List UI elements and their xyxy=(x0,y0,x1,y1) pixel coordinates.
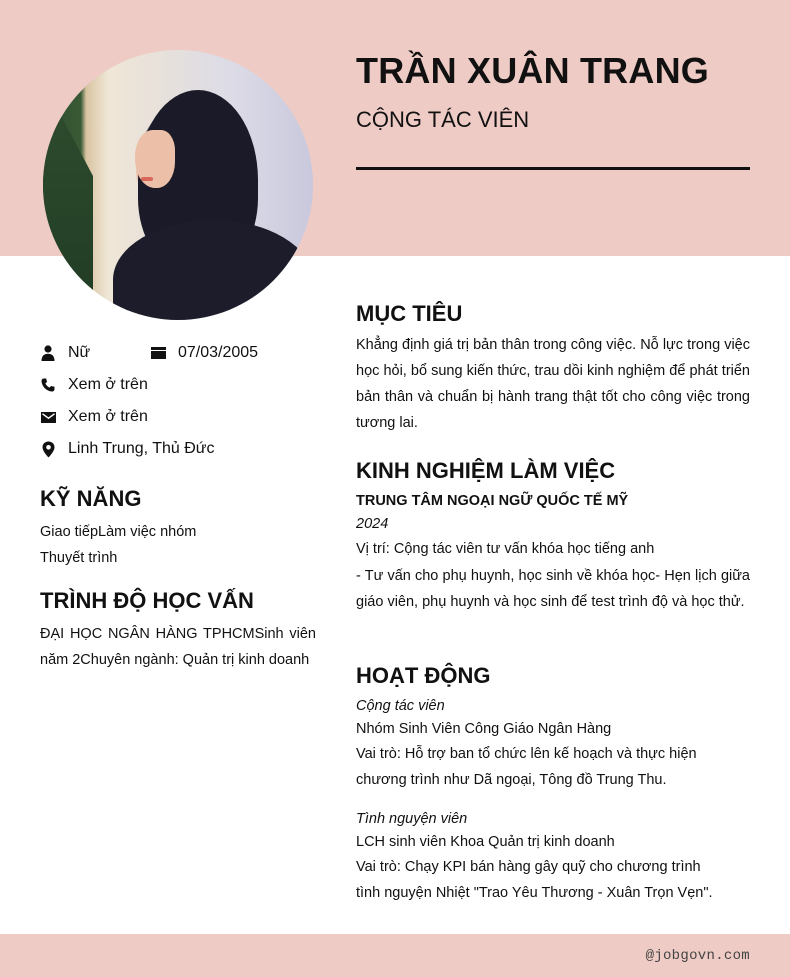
experience-heading: KINH NGHIỆM LÀM VIỆC xyxy=(356,458,616,483)
phone-row xyxy=(40,374,148,396)
gender-row xyxy=(40,342,90,364)
activity-detail-line: Vai trò: Chạy KPI bán hàng gây quỹ cho chương trình xyxy=(356,859,701,875)
activity-detail-line: tình nguyện Nhiệt "Trao Yêu Thương - Xuân Trọn Vẹn". xyxy=(356,885,713,901)
birthday-value: 07/03/2005 xyxy=(178,344,259,361)
birthday-row xyxy=(150,342,258,364)
profile-photo xyxy=(43,50,313,320)
address-row xyxy=(40,438,215,460)
experience-description: - Tư vấn cho phụ huynh, học sinh về khóa học- Hẹn lịch giữa giáo viên, phụ huynh và học sinh để test trình độ và học thử. xyxy=(356,568,750,610)
skill-line: Giao tiếpLàm việc nhóm xyxy=(40,524,197,540)
footer-watermark: @jobgovn.com xyxy=(645,948,750,964)
objective-heading: MỤC TIÊU xyxy=(356,301,463,326)
job-title: CỘNG TÁC VIÊN xyxy=(356,107,530,132)
photo-body xyxy=(113,220,313,320)
title-divider xyxy=(356,167,750,170)
location-pin-icon xyxy=(40,441,56,457)
skills-list xyxy=(40,519,316,571)
skill-line: Thuyết trình xyxy=(40,550,118,566)
christmas-tree-background xyxy=(43,110,93,320)
activity-organization: Nhóm Sinh Viên Công Giáo Ngân Hàng xyxy=(356,721,612,737)
email-value[interactable]: Xem ở trên xyxy=(68,408,148,425)
photo-lips xyxy=(141,177,153,181)
education-text: ĐẠI HỌC NGÂN HÀNG TPHCMSinh viên năm 2Chuyên ngành: Quản trị kinh doanh xyxy=(40,626,316,668)
education-heading: TRÌNH ĐỘ HỌC VẤN xyxy=(40,588,254,613)
activity-detail-line: chương trình như Dã ngoại, Tông đồ Trung Thu. xyxy=(356,772,667,788)
experience-position: Vị trí: Cộng tác viên tư vấn khóa học tiếng anh xyxy=(356,541,655,557)
experience-company: TRUNG TÂM NGOẠI NGỮ QUỐC TẾ MỸ xyxy=(356,493,629,509)
activity-role: Tình nguyện viên xyxy=(356,811,468,827)
activity-organization: LCH sinh viên Khoa Quản trị kinh doanh xyxy=(356,834,615,850)
objective-text: Khẳng định giá trị bản thân trong công việc. Nỗ lực trong việc học hỏi, bổ sung kiến thức, trau dồi kinh nghiệm để phát triển bản thân và chuẩn bị hành trang thật tốt cho công việc trong tương lai. xyxy=(356,337,750,431)
activities-heading: HOẠT ĐỘNG xyxy=(356,663,491,688)
skills-heading: KỸ NĂNG xyxy=(40,486,142,511)
gender-value: Nữ xyxy=(68,344,91,361)
address-value: Linh Trung, Thủ Đức xyxy=(68,440,215,457)
calendar-icon xyxy=(150,345,166,361)
activity-role: Cộng tác viên xyxy=(356,698,445,714)
phone-value[interactable]: Xem ở trên xyxy=(68,376,148,393)
person-icon xyxy=(40,345,56,361)
activity-detail-line: Vai trò: Hỗ trợ ban tổ chức lên kế hoạch và thực hiện xyxy=(356,746,697,762)
email-row xyxy=(40,406,148,428)
phone-icon xyxy=(40,377,56,393)
candidate-name: TRẦN XUÂN TRANG xyxy=(356,50,709,91)
experience-period: 2024 xyxy=(356,516,389,532)
mail-icon xyxy=(40,409,56,425)
